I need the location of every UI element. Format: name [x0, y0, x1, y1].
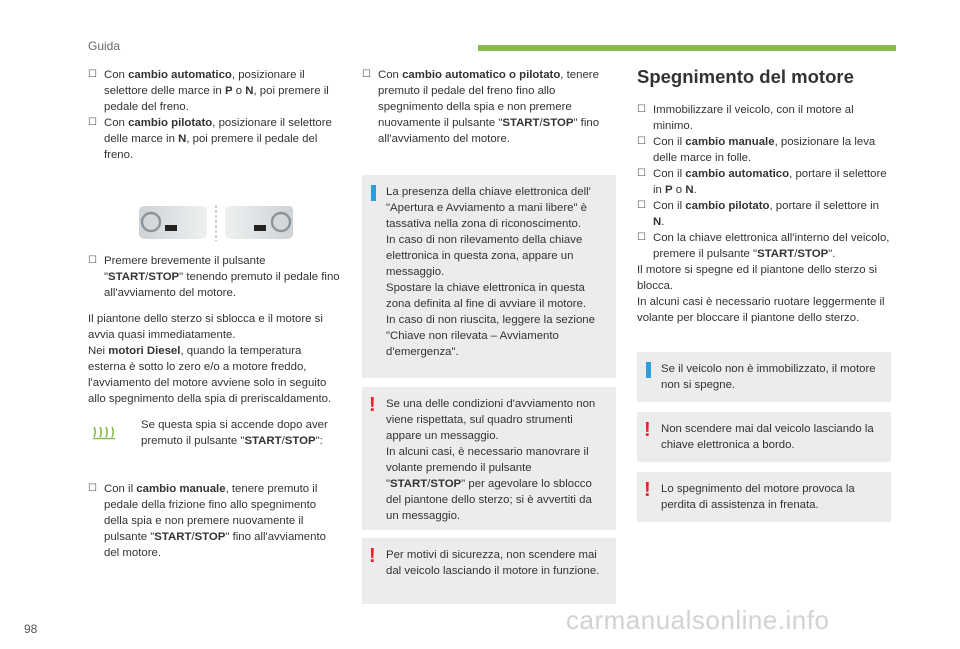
paragraph: Il motore si spegne ed il piantone dello sterzo si blocca.	[637, 264, 877, 292]
bullet-list-2	[88, 253, 340, 301]
info-box-immobilized	[637, 352, 891, 402]
warning-box-safety	[362, 538, 616, 604]
preheating-lamp-icon	[92, 424, 116, 440]
checkbox-bullet-icon: ☐	[637, 104, 646, 115]
info-text: In caso di non riuscita, leggere la sezione "Chiave non rilevata – Avviamento d'emergenza".	[386, 314, 595, 358]
info-text: Spostare la chiave elettronica in questa zona definita al fine di avviare il motore.	[386, 282, 587, 310]
bullet-list-4	[362, 67, 616, 147]
watermark: carmanualsonline.info	[566, 605, 830, 635]
paragraph: Il piantone dello sterzo si sblocca e il motore si avvia quasi immediatamente.	[88, 313, 323, 341]
checkbox-bullet-icon: ☐	[637, 200, 646, 211]
checkbox-bullet-icon: ☐	[88, 255, 97, 266]
info-box-electronic-key	[362, 175, 616, 378]
checkbox-bullet-icon: ☐	[88, 117, 97, 128]
warning-icon: !	[369, 545, 376, 567]
warning-icon: !	[644, 479, 651, 501]
info-text: In caso di non rilevamento della chiave elettronica in questa zona, appare un messaggio.	[386, 234, 583, 278]
info-text: Se il veicolo non è immobilizzato, il motore non si spegne.	[661, 363, 876, 391]
paragraph: Nei motori Diesel, quando la temperatura esterna è sotto lo zero e/o a motore freddo, l'avviamento del motore avviene solo in seguito allo spegnimento della spia di preriscaldamento.	[88, 345, 332, 405]
pedal-steering-illustration	[137, 203, 295, 243]
column-2	[362, 67, 616, 147]
column-1-bottom	[88, 481, 340, 561]
warning-text: Lo spegnimento del motore provoca la perdita di assistenza in frenata.	[661, 483, 855, 511]
info-icon	[646, 362, 651, 378]
warning-text: Per motivi di sicurezza, non scendere mai dal veicolo lasciando il motore in funzione.	[386, 549, 600, 577]
list-item: ☐ Con cambio pilotato, posizionare il selettore delle marce in N, poi premere il pedale del freno.	[88, 117, 332, 161]
lamp-note: Se questa spia si accende dopo aver premuto il pulsante "START/STOP":	[141, 419, 328, 447]
list-item: ☐ Con il cambio automatico, portare il selettore in P o N.	[637, 168, 887, 196]
column-1	[88, 67, 340, 163]
warning-icon: !	[369, 394, 376, 416]
section-header-bar	[478, 45, 896, 51]
warning-text: Non scendere mai dal veicolo lasciando la chiave elettronica a bordo.	[661, 423, 874, 451]
section-title: Spegnimento del motore	[637, 66, 854, 87]
bullet-list-3	[88, 481, 340, 561]
list-item: ☐ Con cambio automatico, posizionare il selettore delle marce in P o N, poi premere il pedale del freno.	[88, 69, 329, 113]
list-item: ☐ Con la chiave elettronica all'interno del veicolo, premere il pulsante "START/STOP".	[637, 232, 890, 260]
list-item: ☐ Con il cambio manuale, posizionare la leva delle marce in folle.	[637, 136, 876, 164]
warning-box-brake-assist	[637, 472, 891, 522]
warning-text: In alcuni casi, è necessario manovrare il volante premendo il pulsante "START/STOP" per agevolare lo sblocco del piantone dello sterzo; si è avvertiti da un messaggio.	[386, 446, 592, 522]
warning-box-key-onboard	[637, 412, 891, 462]
bullet-list-5	[637, 102, 893, 262]
bullet-list-1	[88, 67, 340, 163]
list-item: ☐ Immobilizzare il veicolo, con il motore al minimo.	[637, 104, 854, 132]
checkbox-bullet-icon: ☐	[88, 483, 97, 494]
column-3	[637, 66, 893, 326]
page-number: 98	[24, 622, 38, 636]
warning-text: Se una delle condizioni d'avviamento non viene rispettata, sul quadro strumenti appare un messaggio.	[386, 398, 596, 442]
list-item: ☐ Con il cambio manuale, tenere premuto il pedale della frizione fino allo spegnimento della spia e non premere nuovamente il pulsante "START/STOP" fino all'avviamento del motore.	[88, 483, 326, 559]
section-header-title: Guida	[88, 39, 121, 53]
info-text: La presenza della chiave elettronica dell' "Apertura e Avviamento a mani libere" è tassativa nella zona di riconoscimento.	[386, 186, 591, 230]
warning-box-start-conditions	[362, 387, 616, 530]
paragraph: In alcuni casi è necessario ruotare leggermente il volante per bloccare il piantone dello sterzo.	[637, 296, 885, 324]
checkbox-bullet-icon: ☐	[362, 69, 371, 80]
info-icon	[371, 185, 376, 201]
warning-icon: !	[644, 419, 651, 441]
checkbox-bullet-icon: ☐	[88, 69, 97, 80]
column-1-lower	[88, 253, 340, 407]
checkbox-bullet-icon: ☐	[637, 136, 646, 147]
checkbox-bullet-icon: ☐	[637, 232, 646, 243]
checkbox-bullet-icon: ☐	[637, 168, 646, 179]
list-item: ☐ Premere brevemente il pulsante "START/STOP" tenendo premuto il pedale fino all'avviamento del motore.	[88, 255, 340, 299]
list-item: ☐ Con cambio automatico o pilotato, tenere premuto il pedale del freno fino allo spegnimento della spia e non premere nuovamente il pulsante "START/STOP" fino all'avviamento del motore.	[362, 69, 600, 145]
list-item: ☐ Con il cambio pilotato, portare il selettore in N.	[637, 200, 879, 228]
